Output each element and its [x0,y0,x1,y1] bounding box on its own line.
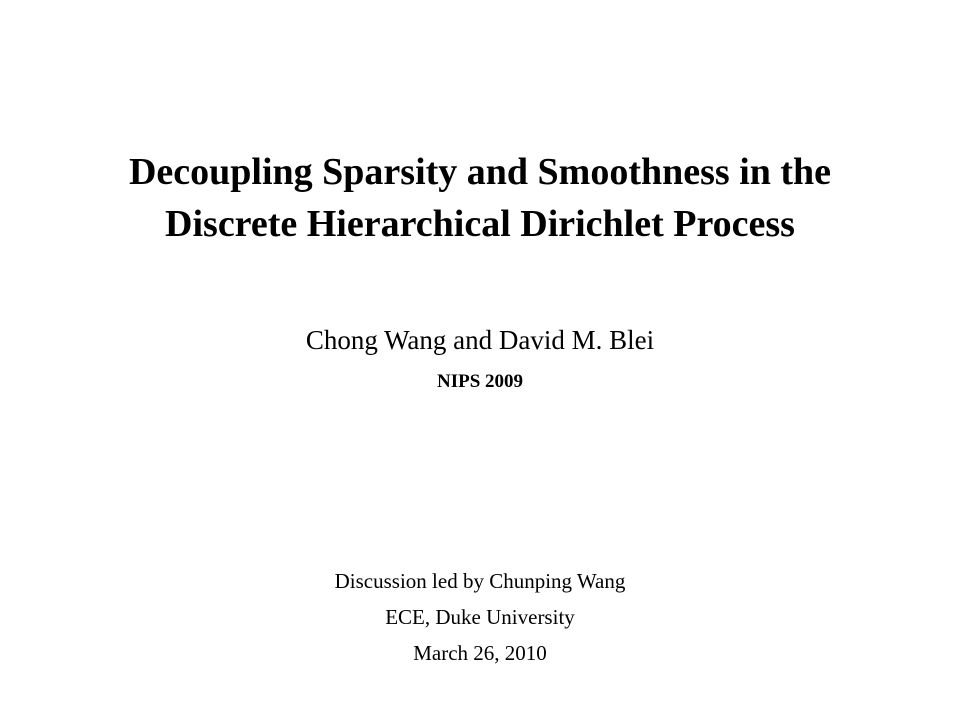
slide-title-line-2: Discrete Hierarchical Dirichlet Process [165,203,795,245]
presenter-block [40,563,920,671]
venue: NIPS 2009 [436,371,524,392]
discussion-leader: Discussion led by Chunping Wang [334,569,626,593]
authors: Chong Wang and David M. Blei [305,325,655,355]
slide-title [40,146,920,250]
slide-title-line-1: Decoupling Sparsity and Smoothness in the [128,151,832,193]
affiliation: ECE, Duke University [385,605,575,629]
presentation-date: March 26, 2010 [413,641,547,665]
